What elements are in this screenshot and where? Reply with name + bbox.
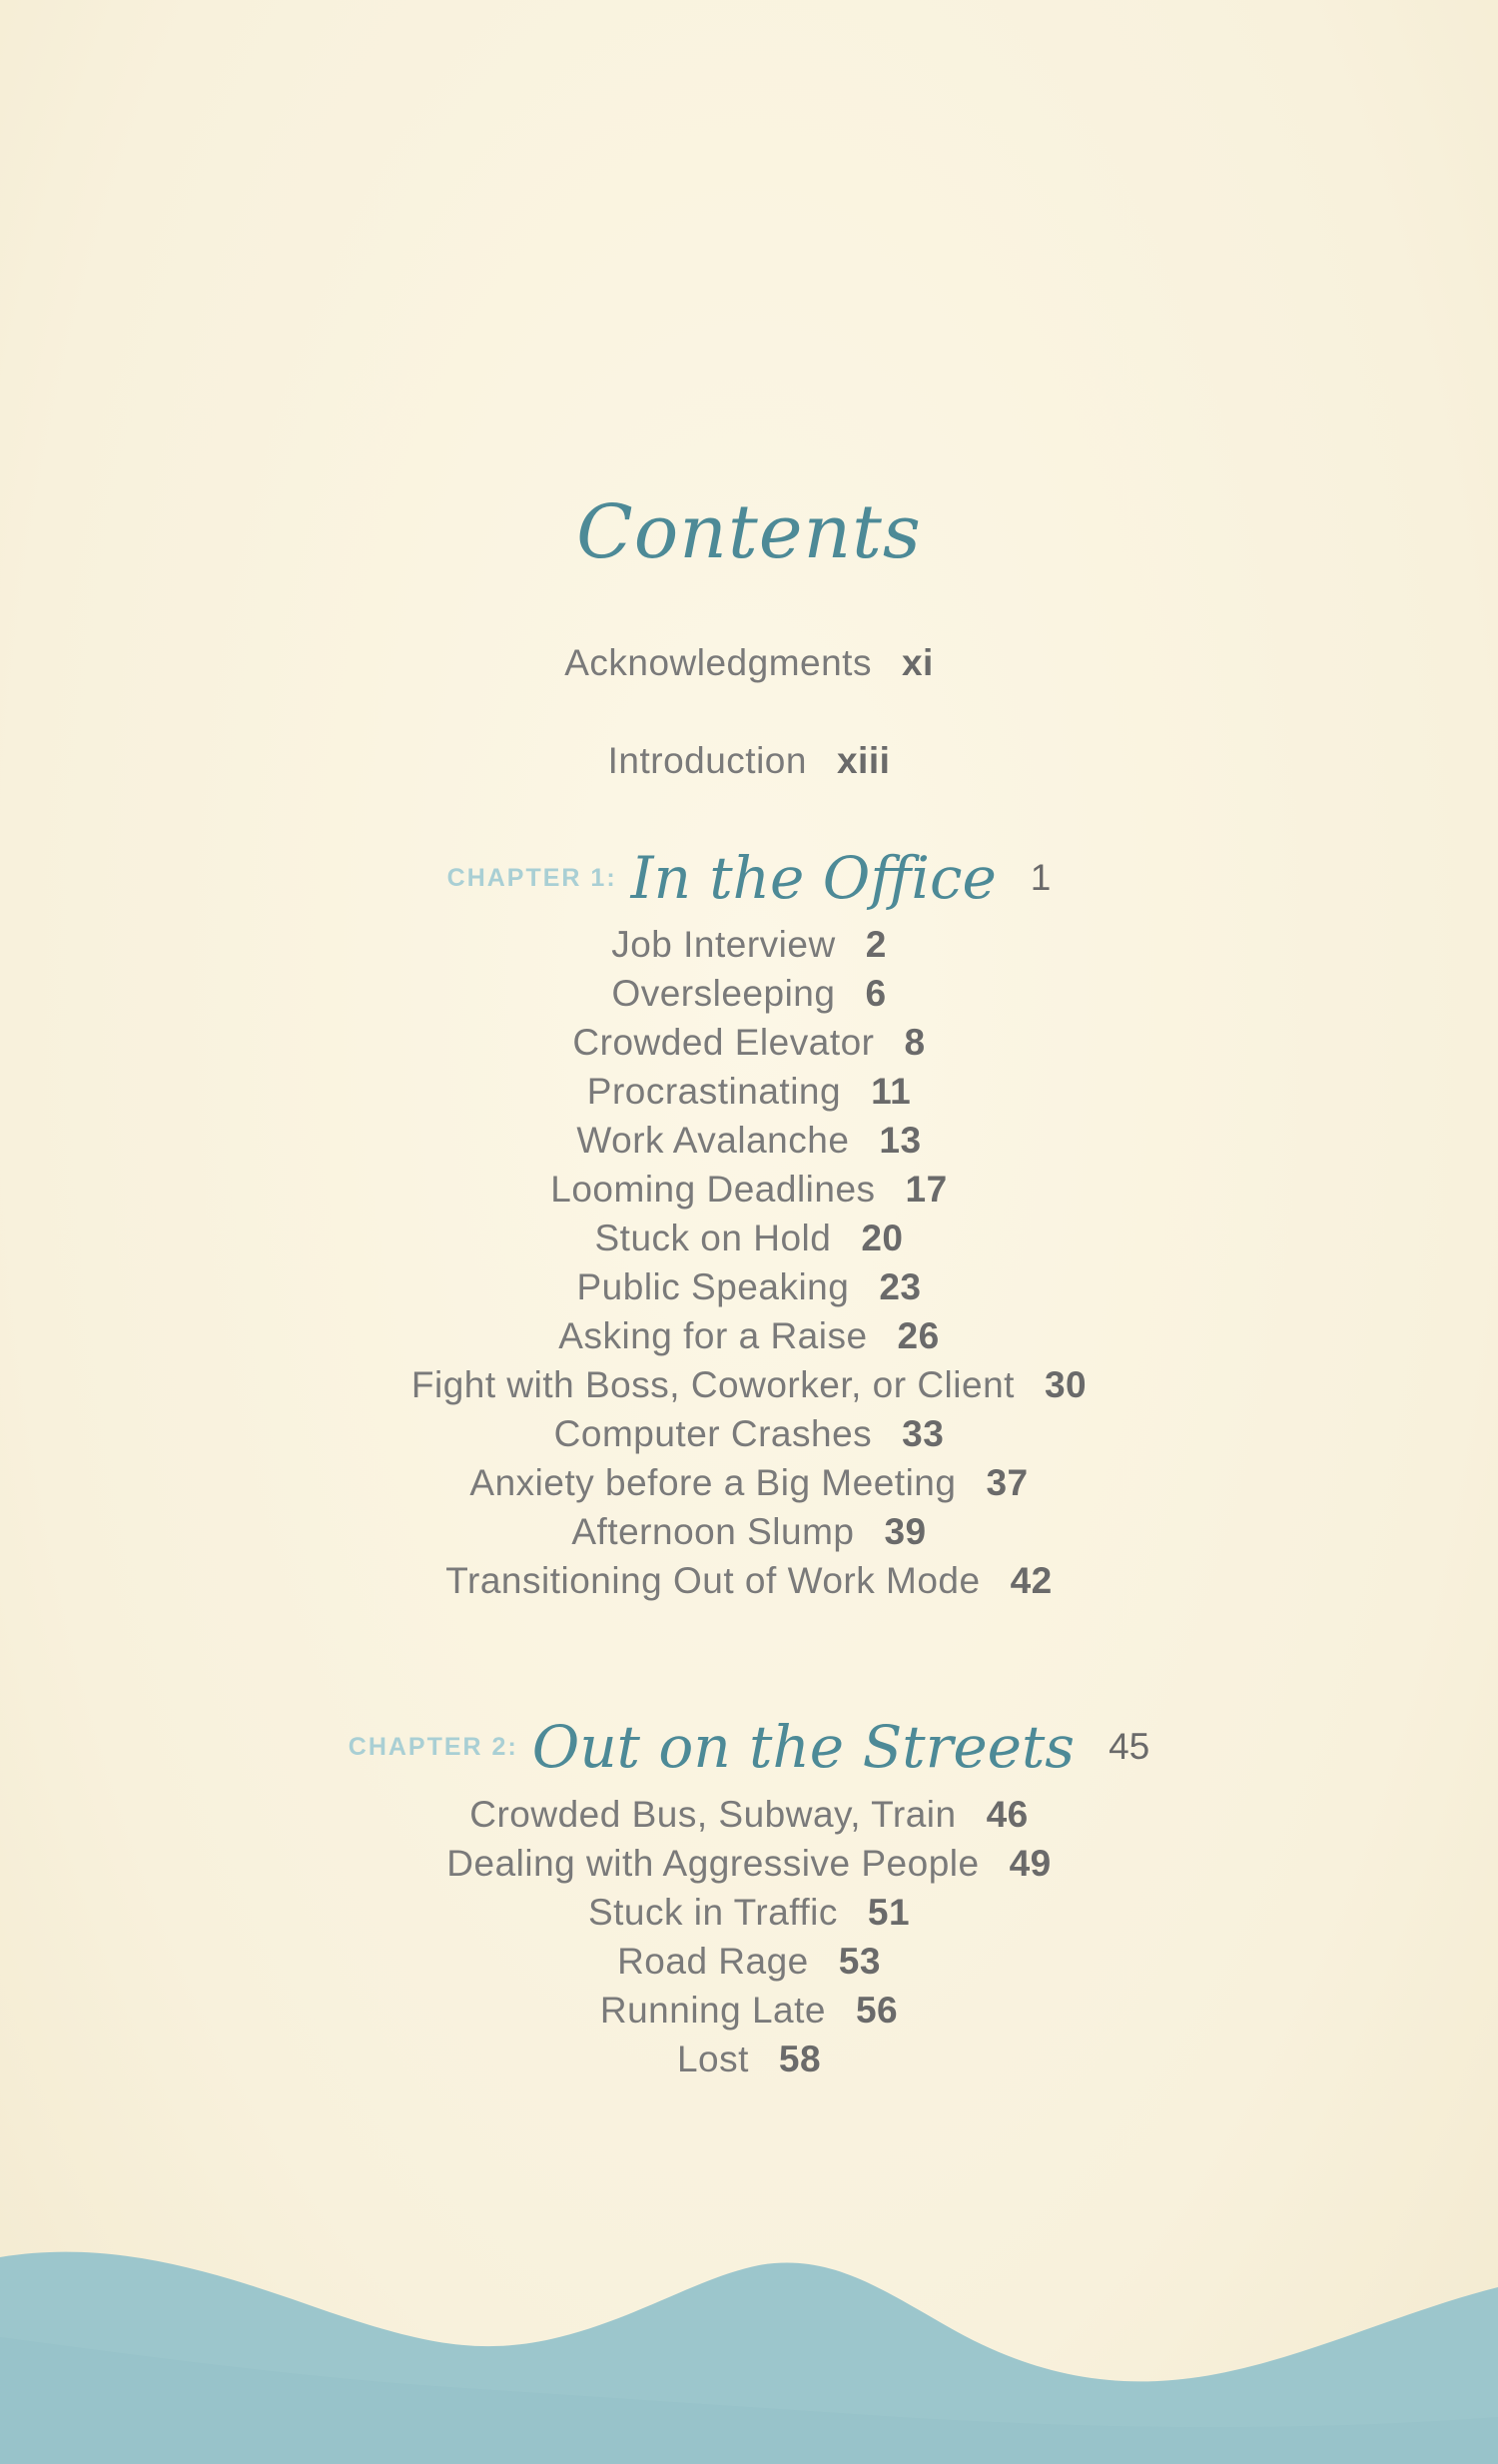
chapter-1-heading[interactable]	[0, 844, 1498, 912]
toc-entry[interactable]	[0, 1364, 1498, 1406]
toc-entry-label: Acknowledgments	[564, 642, 872, 683]
toc-entry-page: 20	[861, 1218, 904, 1258]
toc-entry-label: Transitioning Out of Work Mode	[445, 1560, 981, 1601]
toc-entry-label: Job Interview	[611, 924, 836, 965]
toc-entry[interactable]	[0, 1462, 1498, 1504]
toc-entry-page: 6	[865, 973, 887, 1014]
toc-entry[interactable]	[0, 1990, 1498, 2032]
toc-entry[interactable]	[0, 1315, 1498, 1357]
chapter-label: CHAPTER 2:	[348, 1732, 518, 1761]
toc-entry-page: 53	[838, 1941, 881, 1982]
toc-entry[interactable]	[0, 1169, 1498, 1211]
toc-entry-page: 46	[986, 1794, 1029, 1835]
toc-entry-page: 42	[1010, 1560, 1053, 1601]
toc-entry-page: 11	[871, 1071, 912, 1112]
toc-entry-page: 58	[778, 2039, 822, 2079]
toc-entry-label: Procrastinating	[586, 1071, 842, 1112]
toc-entry[interactable]	[0, 1892, 1498, 1934]
toc-entry[interactable]	[0, 973, 1498, 1015]
toc-entry-page: 26	[897, 1315, 940, 1356]
toc-entry-label: Road Rage	[617, 1941, 809, 1982]
toc-entry-page: 37	[986, 1462, 1029, 1503]
toc-entry-label: Fight with Boss, Coworker, or Client	[410, 1364, 1015, 1405]
toc-entry-label: Lost	[676, 2039, 749, 2079]
toc-entry[interactable]	[0, 1413, 1498, 1455]
toc-entry-label: Stuck in Traffic	[587, 1892, 838, 1933]
toc-entry-page: 2	[865, 924, 887, 965]
toc-entry-page: 23	[879, 1266, 922, 1307]
chapter-title: Out on the Streets	[531, 1713, 1076, 1781]
toc-entry-label: Running Late	[599, 1990, 826, 2031]
chapter-2-heading[interactable]	[0, 1713, 1498, 1781]
toc-entry-label: Crowded Bus, Subway, Train	[469, 1794, 957, 1835]
toc-entry[interactable]	[0, 2039, 1498, 2080]
toc-entry[interactable]	[0, 1266, 1498, 1308]
toc-entry-label: Dealing with Aggressive People	[446, 1843, 980, 1884]
toc-entry-label: Public Speaking	[576, 1266, 850, 1307]
toc-entry-page: 49	[1009, 1843, 1052, 1884]
toc-entry[interactable]	[0, 1941, 1498, 1983]
toc-entry-page: 51	[867, 1892, 911, 1933]
toc-entry[interactable]	[0, 1560, 1498, 1602]
toc-entry-page: xiii	[836, 740, 891, 781]
toc-entry-label: Work Avalanche	[576, 1120, 850, 1161]
toc-entry-page: 13	[879, 1120, 922, 1161]
chapter-page: 45	[1109, 1726, 1150, 1767]
toc-entry-acknowledgments[interactable]	[0, 642, 1498, 684]
toc-entry-page: 39	[884, 1511, 927, 1552]
toc-entry[interactable]	[0, 1843, 1498, 1885]
toc-entry-label: Computer Crashes	[553, 1413, 873, 1454]
toc-entry-page: 17	[905, 1169, 948, 1210]
toc-entry[interactable]	[0, 924, 1498, 966]
toc-entry-page: 56	[855, 1990, 899, 2031]
toc-entry-label: Looming Deadlines	[550, 1169, 876, 1210]
toc-entry-introduction[interactable]	[0, 740, 1498, 782]
toc-entry-page: xi	[901, 642, 934, 683]
page-title: Contents	[576, 489, 922, 575]
toc-entry[interactable]	[0, 1794, 1498, 1836]
toc-entry[interactable]	[0, 1511, 1498, 1553]
toc-entry-label: Stuck on Hold	[594, 1218, 832, 1258]
toc-entry-label: Anxiety before a Big Meeting	[469, 1462, 957, 1503]
toc-entry[interactable]	[0, 1120, 1498, 1162]
toc-entry-label: Crowded Elevator	[572, 1022, 875, 1063]
toc-entry-page: 30	[1044, 1364, 1088, 1405]
chapter-title: In the Office	[630, 844, 997, 912]
decorative-wave	[0, 2217, 1498, 2464]
toc-entry-page: 8	[904, 1022, 926, 1063]
toc-entry-label: Oversleeping	[611, 973, 836, 1014]
chapter-page: 1	[1030, 857, 1052, 898]
toc-entry[interactable]	[0, 1071, 1498, 1113]
toc-entry[interactable]	[0, 1218, 1498, 1259]
toc-entry-label: Afternoon Slump	[571, 1511, 855, 1552]
chapter-label: CHAPTER 1:	[446, 863, 617, 892]
toc-entry-label: Asking for a Raise	[558, 1315, 868, 1356]
toc-entry-label: Introduction	[607, 740, 807, 781]
toc-entry[interactable]	[0, 1022, 1498, 1064]
toc-entry-page: 33	[902, 1413, 945, 1454]
